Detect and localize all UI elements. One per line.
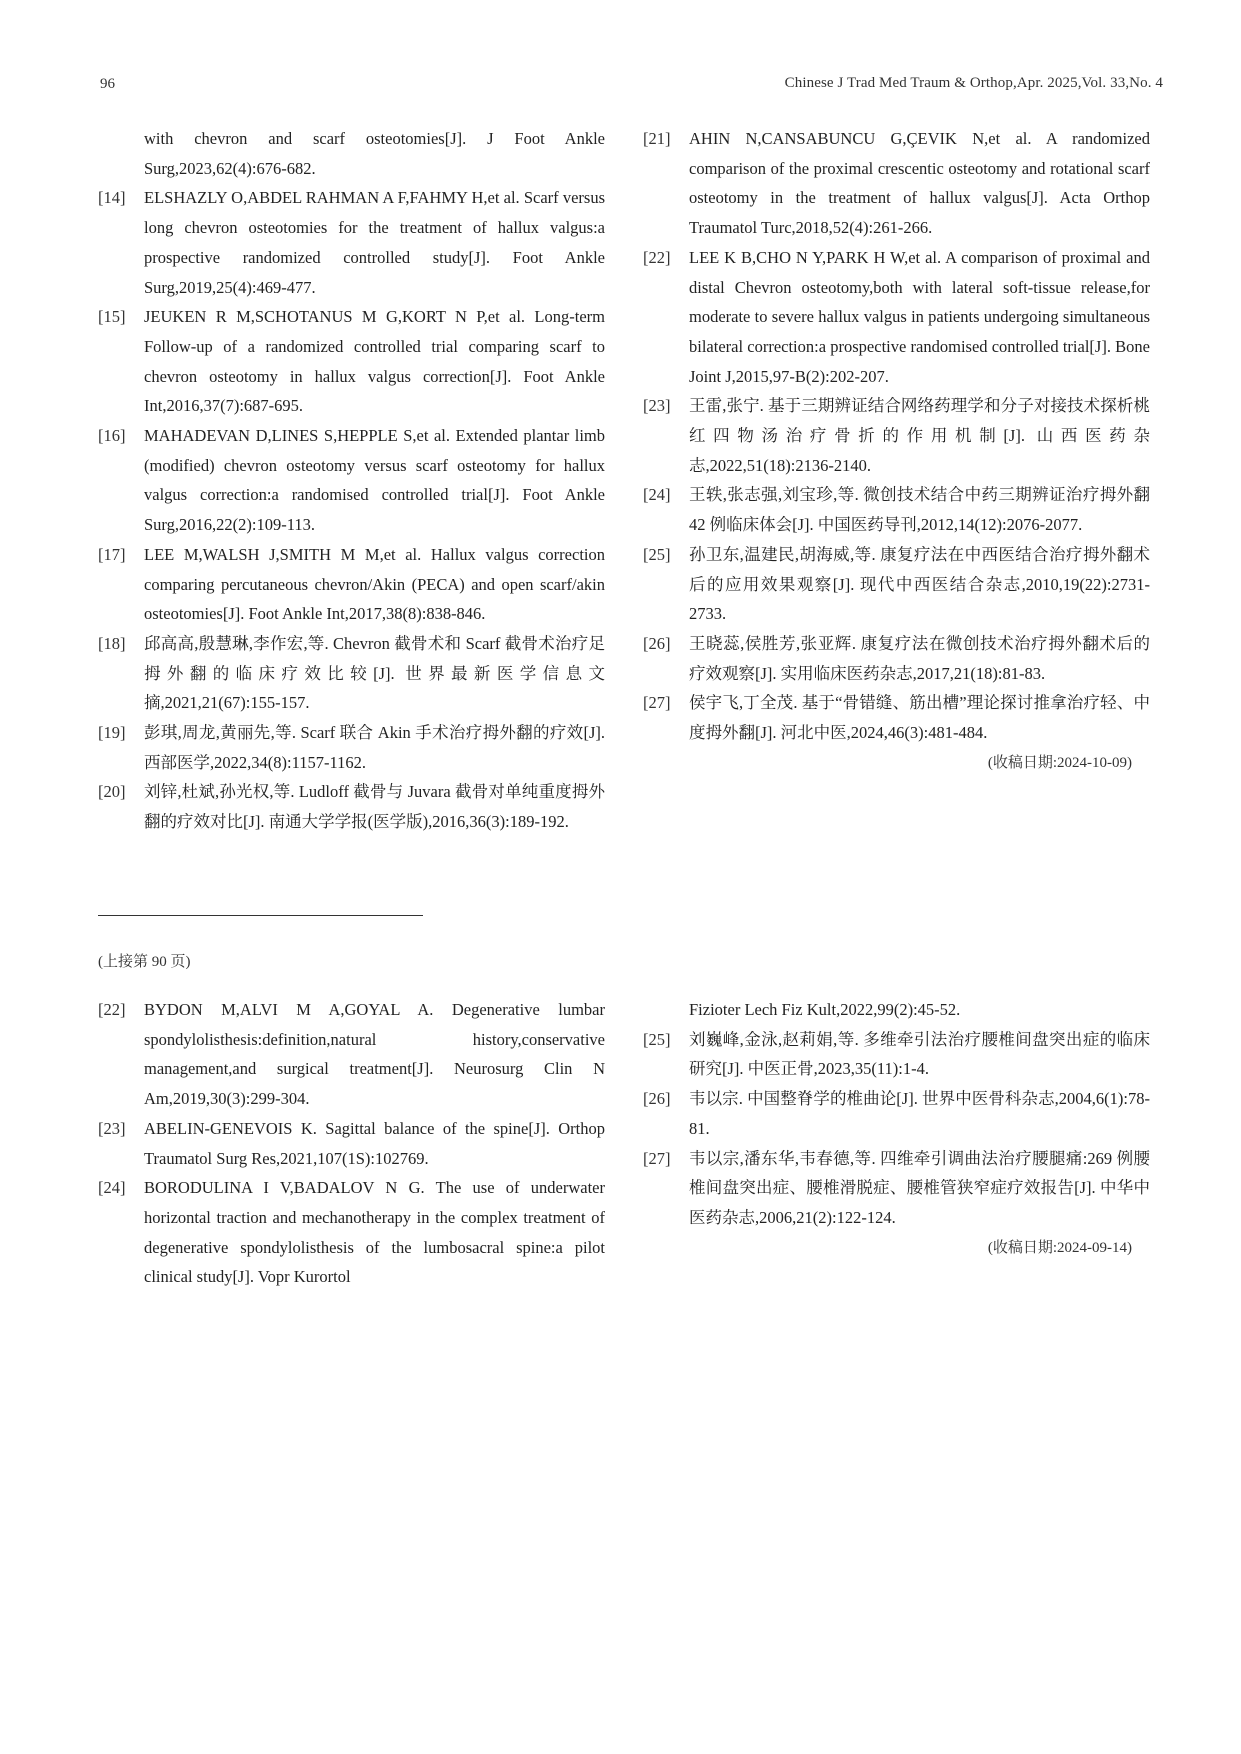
reference-text: 王晓蕊,侯胜芳,张亚辉. 康复疗法在微创技术治疗拇外翻术后的疗效观察[J]. 实用临床医药杂志,2017,21(18):81-83. (689, 633, 1150, 683)
reference-item (98, 629, 605, 718)
reference-number: [21] (643, 129, 671, 148)
reference-number: [20] (98, 782, 126, 802)
reference-number: [22] (98, 1000, 126, 1019)
reference-number: [19] (98, 723, 126, 743)
reference-text: LEE K B,CHO N Y,PARK H W,et al. A comparison of proximal and distal Chevron osteotomy,both with lateral soft-tissue release,for moderate to severe hallux valgus in patients undergoing simultaneous bilateral correction:a prospective randomised controlled trial[J]. Bone Joint J,2015,97-B(2):202-207. (689, 247, 1150, 386)
reference-number: [25] (643, 544, 671, 564)
reference-item (643, 688, 1150, 747)
reference-item (643, 124, 1150, 243)
reference-text: BORODULINA I V,BADALOV N G. The use of underwater horizontal traction and mechanotherapy in the complex treatment of degenerative spondylolisthesis of the lumbosacral spine:a pilot clinical study[J]. Vopr Kurortol (144, 1178, 605, 1287)
references-top-right (643, 124, 1150, 778)
reference-item (643, 243, 1150, 392)
reference-item (98, 1114, 605, 1173)
reference-item (98, 777, 605, 836)
reference-item (643, 480, 1150, 539)
reference-item (643, 391, 1150, 480)
reference-number: [23] (643, 396, 671, 416)
reference-text: ELSHAZLY O,ABDEL RAHMAN A F,FAHMY H,et al. Scarf versus long chevron osteotomies for the treatment of hallux valgus:a prospective randomized controlled study[J]. Foot Ankle Surg,2019,25(4):469-477. (144, 188, 605, 297)
reference-text: BYDON M,ALVI M A,GOYAL A. Degenerative lumbar spondylolisthesis:definition,natural history,conservative management,and surgical treatment[J]. Neurosurg Clin N Am,2019,30(3):299-304. (144, 1000, 605, 1109)
reference-item (643, 629, 1150, 688)
reference-text: MAHADEVAN D,LINES S,HEPPLE S,et al. Extended plantar limb (modified) chevron osteotomy versus scarf osteotomy for hallux valgus correction:a randomised controlled trial[J]. Foot Ankle Surg,2016,22(2):109-113. (144, 426, 605, 535)
reference-continuation: Fizioter Lech Fiz Kult,2022,99(2):45-52. (689, 1000, 961, 1019)
reference-text: 王轶,张志强,刘宝珍,等. 微创技术结合中药三期辨证治疗拇外翻 42 例临床体会[J]. 中国医药导刊,2012,14(12):2076-2077. (689, 485, 1150, 535)
references-bottom-right (643, 995, 1150, 1263)
received-date: (收稿日期:2024-09-14) (987, 1239, 1132, 1256)
reference-text: 韦以宗,潘东华,韦春德,等. 四维牵引调曲法治疗腰腿痛:269 例腰椎间盘突出症、腰椎滑脱症、腰椎管狭窄症疗效报告[J]. 中华中医药杂志,2006,21(2):122-124. (689, 1148, 1150, 1227)
reference-number: [17] (98, 544, 126, 564)
reference-text: LEE M,WALSH J,SMITH M M,et al. Hallux valgus correction comparing percutaneous chevron/Akin (PECA) and open scarf/akin osteotomies[J]. Foot Ankle Int,2017,38(8):838-846. (144, 544, 605, 624)
reference-text: 韦以宗. 中国整脊学的椎曲论[J]. 世界中医骨科杂志,2004,6(1):78-81. (689, 1089, 1150, 1138)
reference-text: 孙卫东,温建民,胡海威,等. 康复疗法在中西医结合治疗拇外翻术后的应用效果观察[J]. 现代中西医结合杂志,2010,19(22):2731-2733. (689, 544, 1150, 624)
reference-text: JEUKEN R M,SCHOTANUS M G,KORT N P,et al. Long-term Follow-up of a randomized controlled trial comparing scarf to chevron osteotomy in hallux valgus correction[J]. Foot Ankle Int,2016,37(7):687-695. (144, 307, 605, 416)
reference-continuation: with chevron and scarf osteotomies[J]. J Foot Ankle Surg,2023,62(4):676-682. (144, 129, 605, 178)
reference-item (98, 540, 605, 629)
reference-number: [14] (98, 188, 126, 208)
reference-number: [27] (643, 693, 671, 713)
page-number: 96 (100, 76, 115, 92)
reference-text: 彭琪,周龙,黄丽先,等. Scarf 联合 Akin 手术治疗拇外翻的疗效[J]. 西部医学,2022,34(8):1157-1162. (144, 723, 605, 772)
reference-text: 刘巍峰,金泳,赵莉娟,等. 多维牵引法治疗腰椎间盘突出症的临床研究[J]. 中医正骨,2023,35(11):1-4. (689, 1029, 1150, 1079)
reference-text: 邱高高,殷慧琳,李作宏,等. Chevron 截骨术和 Scarf 截骨术治疗足拇外翻的临床疗效比较[J]. 世界最新医学信息文摘,2021,21(67):155-157. (144, 633, 605, 713)
reference-text: 刘锌,杜斌,孙光权,等. Ludloff 截骨与 Juvara 截骨对单纯重度拇外翻的疗效对比[J]. 南通大学学报(医学版),2016,36(3):189-192. (144, 782, 605, 832)
references-bottom-left (98, 995, 605, 1292)
reference-text: 王雷,张宁. 基于三期辨证结合网络药理学和分子对接技术探析桃红四物汤治疗骨折的作用机制[J]. 山西医药杂志,2022,51(18):2136-2140. (689, 396, 1150, 475)
reference-item (98, 421, 605, 540)
reference-number: [26] (643, 633, 671, 653)
reference-item (98, 183, 605, 302)
reference-number: [25] (643, 1029, 671, 1049)
continued-from-note: (上接第 90 页) (98, 954, 191, 970)
reference-number: [18] (98, 633, 126, 653)
reference-number: [24] (98, 1178, 126, 1198)
reference-item (643, 1144, 1150, 1233)
reference-text: AHIN N,CANSABUNCU G,ÇEVIK N,et al. A randomized comparison of the proximal crescentic osteotomy and rotational scarf osteotomy in the treatment of hallux valgus[J]. Acta Orthop Traumatol Turc,2018,52(4):261-266. (689, 129, 1150, 238)
reference-number: [22] (643, 247, 671, 267)
reference-item (643, 1025, 1150, 1084)
reference-item (98, 302, 605, 421)
reference-item (98, 718, 605, 777)
references-top-left (98, 124, 605, 837)
reference-item (98, 1173, 605, 1292)
reference-item (98, 995, 605, 1114)
reference-number: [27] (643, 1148, 671, 1168)
reference-item (643, 540, 1150, 629)
reference-number: [16] (98, 426, 126, 446)
received-date: (收稿日期:2024-10-09) (987, 754, 1132, 771)
reference-text: 侯宇飞,丁全茂. 基于“骨错缝、筋出槽”理论探讨推拿治疗轻、中度拇外翻[J]. 河北中医,2024,46(3):481-484. (689, 693, 1150, 743)
running-header: Chinese J Trad Med Traum & Orthop,Apr. 2025,Vol. 33,No. 4 (784, 75, 1163, 91)
section-divider (98, 915, 423, 916)
reference-number: [24] (643, 485, 671, 505)
reference-item (643, 1084, 1150, 1143)
reference-number: [23] (98, 1118, 126, 1138)
reference-number: [15] (98, 307, 126, 327)
reference-number: [26] (643, 1089, 671, 1109)
reference-text: ABELIN-GENEVOIS K. Sagittal balance of the spine[J]. Orthop Traumatol Surg Res,2021,107(1S):102769. (144, 1118, 605, 1168)
